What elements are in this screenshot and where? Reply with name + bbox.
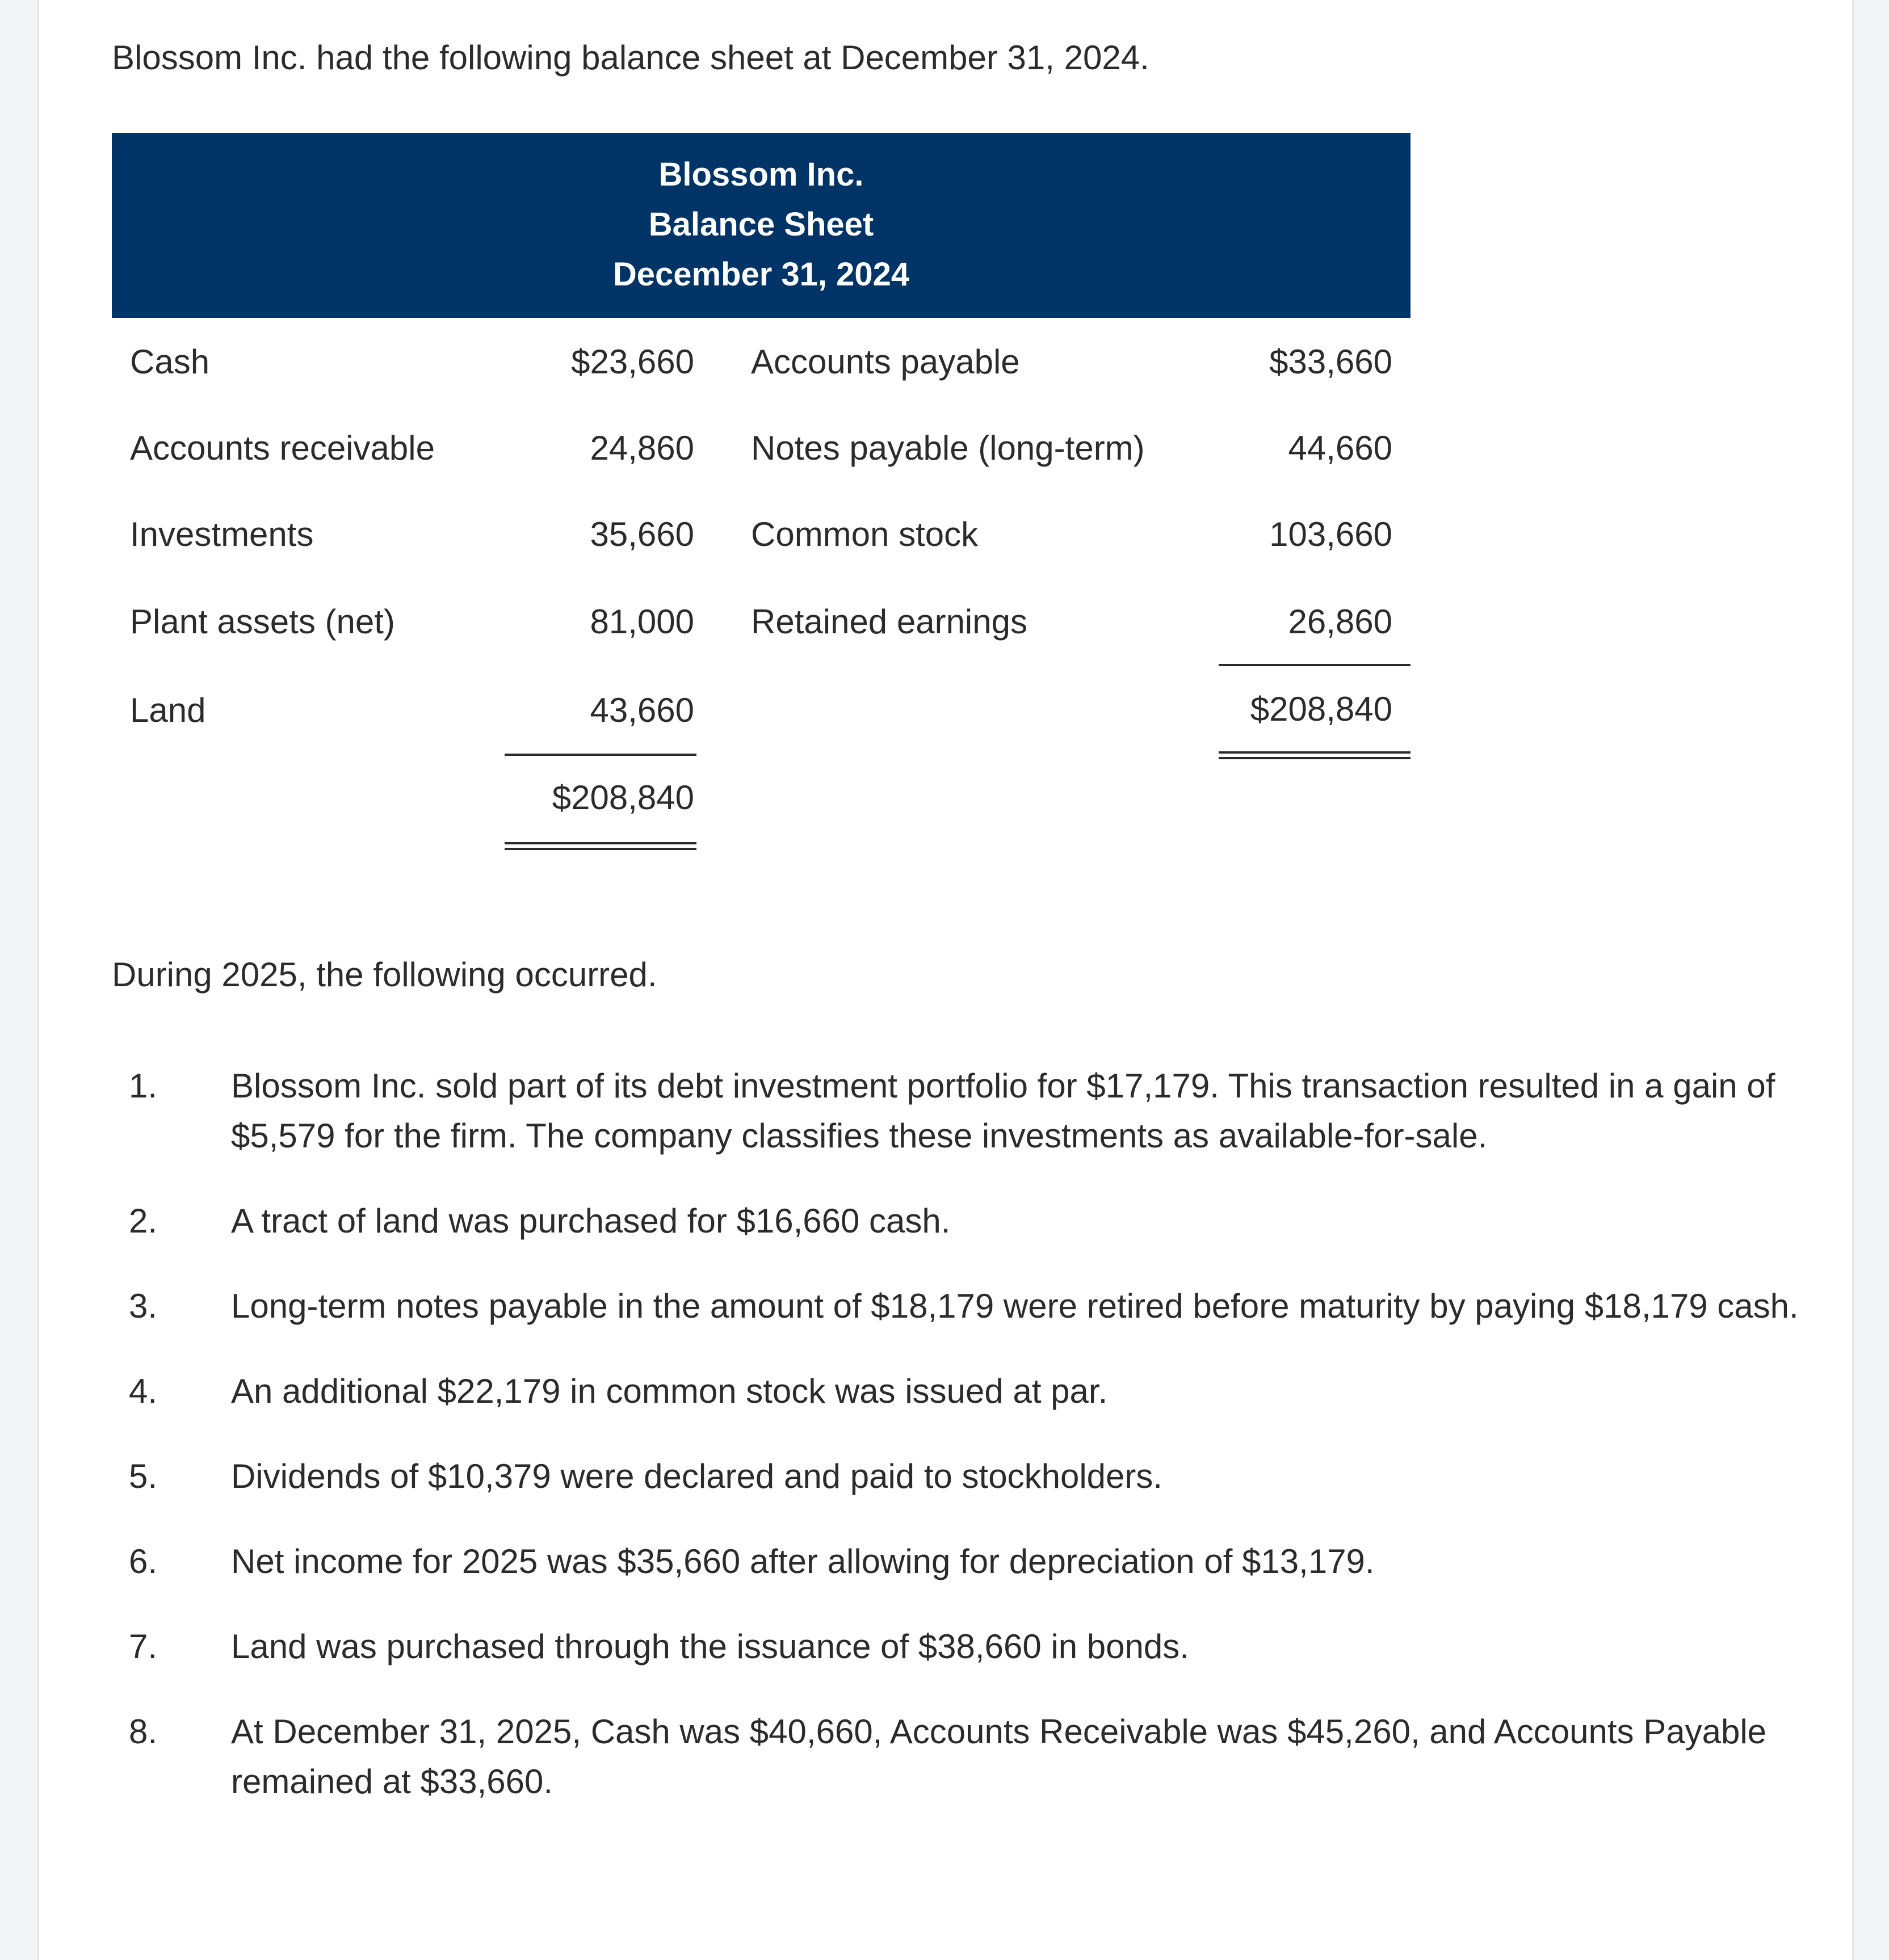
equity-label: Retained earnings [751, 603, 1028, 641]
asset-label: Cash [130, 343, 210, 381]
liabilities-equity-total: $208,840 [1250, 690, 1392, 728]
event-number: 7. [129, 1627, 158, 1665]
intro-text: Blossom Inc. had the following balance sheet at December 31, 2024. [112, 39, 1149, 77]
liability-label: Accounts payable [751, 343, 1020, 381]
liability-amount: $33,660 [1269, 343, 1392, 381]
question-card [37, 0, 1854, 1960]
statement-title: Balance Sheet [648, 206, 874, 243]
event-item [112, 1366, 1826, 1416]
asset-amount: $23,660 [571, 343, 694, 381]
event-text: Net income for 2025 was $35,660 after allowing for depreciation of $13,179. [231, 1542, 1375, 1580]
event-number: 5. [129, 1457, 158, 1495]
event-text: Dividends of $10,379 were declared and paid to stockholders. [231, 1457, 1163, 1495]
event-number: 1. [129, 1067, 158, 1105]
liabilities-subtotal-rule [1219, 664, 1411, 666]
asset-label: Accounts receivable [130, 429, 435, 467]
statement-date: December 31, 2024 [612, 256, 910, 293]
event-text: At December 31, 2025, Cash was $40,660, Accounts Receivable was $45,260, and Accounts Payable remained at $33,660. [231, 1713, 1767, 1801]
assets-total: $208,840 [552, 779, 694, 817]
equity-label: Common stock [751, 515, 979, 553]
event-number: 4. [129, 1372, 158, 1410]
company-name: Blossom Inc. [658, 156, 864, 193]
asset-label: Land [130, 691, 206, 729]
asset-label: Investments [130, 515, 314, 553]
event-item [112, 1452, 1826, 1501]
asset-amount: 24,860 [590, 429, 694, 467]
equity-amount: 26,860 [1288, 603, 1392, 641]
event-text: Land was purchased through the issuance of $38,660 in bonds. [231, 1627, 1189, 1665]
asset-amount: 35,660 [590, 515, 694, 553]
event-item [112, 1061, 1826, 1161]
event-item [112, 1281, 1826, 1331]
event-text: Long-term notes payable in the amount of $18,179 were retired before maturity by paying $18,179 cash. [231, 1287, 1799, 1325]
event-number: 8. [129, 1713, 158, 1751]
event-text: An additional $22,179 in common stock was issued at par. [231, 1372, 1108, 1410]
during-heading: During 2025, the following occurred. [112, 956, 657, 994]
asset-label: Plant assets (net) [130, 603, 395, 641]
event-number: 6. [129, 1542, 158, 1580]
liabilities-total-double-rule [1219, 751, 1411, 759]
liability-amount: 44,660 [1288, 429, 1392, 467]
assets-subtotal-rule [505, 754, 696, 756]
balance-sheet [112, 133, 1411, 870]
events-list [112, 1061, 1826, 1842]
event-text: A tract of land was purchased for $16,660 cash. [231, 1202, 951, 1240]
event-number: 3. [129, 1287, 158, 1325]
assets-total-double-rule [505, 842, 696, 850]
event-item [112, 1537, 1826, 1587]
equity-amount: 103,660 [1269, 515, 1392, 553]
liability-label: Notes payable (long-term) [751, 429, 1145, 467]
event-item [112, 1707, 1826, 1807]
event-item [112, 1622, 1826, 1672]
balance-sheet-header [112, 133, 1411, 318]
event-number: 2. [129, 1202, 158, 1240]
asset-amount: 81,000 [590, 603, 694, 641]
event-item [112, 1196, 1826, 1246]
event-text: Blossom Inc. sold part of its debt investment portfolio for $17,179. This transaction resulted in a gain of $5,579 for the firm. The company classifies these investments as available-for-sale. [231, 1067, 1775, 1155]
asset-amount: 43,660 [590, 691, 694, 729]
